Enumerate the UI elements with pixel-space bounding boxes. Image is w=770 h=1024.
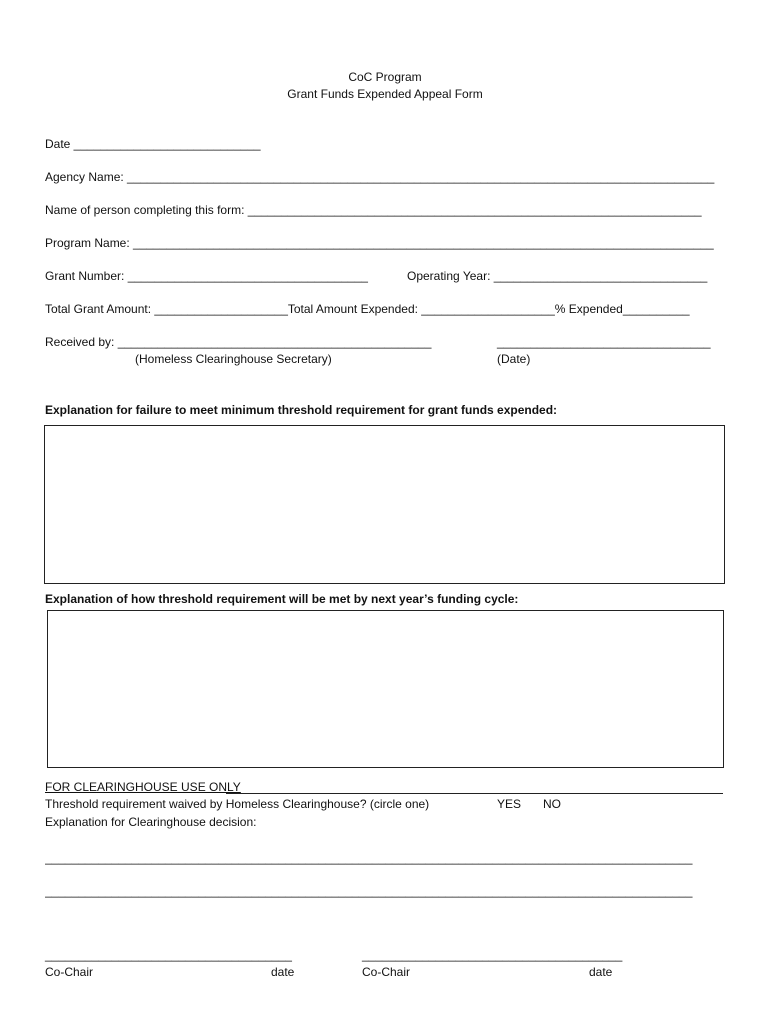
totals-field[interactable]: Total Grant Amount: ____________________Total Amount Expended: ____________________% Expended__________ [45, 302, 690, 316]
form-title: Grant Funds Expended Appeal Form [287, 87, 483, 101]
cochair-signature-right[interactable]: _______________________________________ [362, 948, 623, 962]
agency-name-field[interactable]: Agency Name: ________________________________________________________________________________________ [45, 170, 715, 184]
clearinghouse-header: FOR CLEARINGHOUSE USE ONLY [45, 780, 241, 794]
form-program-title: CoC Program [348, 70, 422, 84]
no-option[interactable]: NO [543, 797, 561, 811]
received-by-sublabel: (Homeless Clearinghouse Secretary) [135, 352, 332, 366]
explanation1-label: Explanation for failure to meet minimum threshold requirement for grant funds expended: [45, 403, 558, 417]
date-label-left: date [271, 965, 295, 979]
grant-number-field[interactable]: Grant Number: ____________________________________ [45, 269, 368, 283]
date-label-right: date [589, 965, 613, 979]
decision-label: Explanation for Clearinghouse decision: [45, 815, 257, 829]
cochair-label-right: Co-Chair [362, 965, 411, 979]
explanation2-label: Explanation of how threshold requirement will be met by next year’s funding cycle: [45, 592, 519, 606]
explanation2-box[interactable] [47, 610, 724, 768]
person-name-field[interactable]: Name of person completing this form: ____________________________________________________________________ [45, 203, 702, 217]
date-sublabel: (Date) [497, 352, 531, 366]
clearinghouse-header-line [226, 793, 723, 794]
received-by-field[interactable]: Received by: _______________________________________________ [45, 335, 432, 349]
decision-line-2[interactable]: _________________________________________________________________________________________________ [45, 884, 693, 898]
decision-line-1[interactable]: _________________________________________________________________________________________________ [45, 851, 693, 865]
operating-year-field[interactable]: Operating Year: ________________________________ [407, 269, 708, 283]
waived-question: Threshold requirement waived by Homeless Clearinghouse? (circle one) [45, 797, 430, 811]
cochair-signature-left[interactable]: _____________________________________ [45, 948, 292, 962]
program-name-field[interactable]: Program Name: _______________________________________________________________________________________ [45, 236, 714, 250]
explanation1-box[interactable] [44, 425, 725, 584]
yes-option[interactable]: YES [497, 797, 522, 811]
cochair-label-left: Co-Chair [45, 965, 94, 979]
received-date-field[interactable]: ________________________________ [497, 335, 711, 349]
date-field[interactable]: Date ____________________________ [45, 137, 261, 151]
